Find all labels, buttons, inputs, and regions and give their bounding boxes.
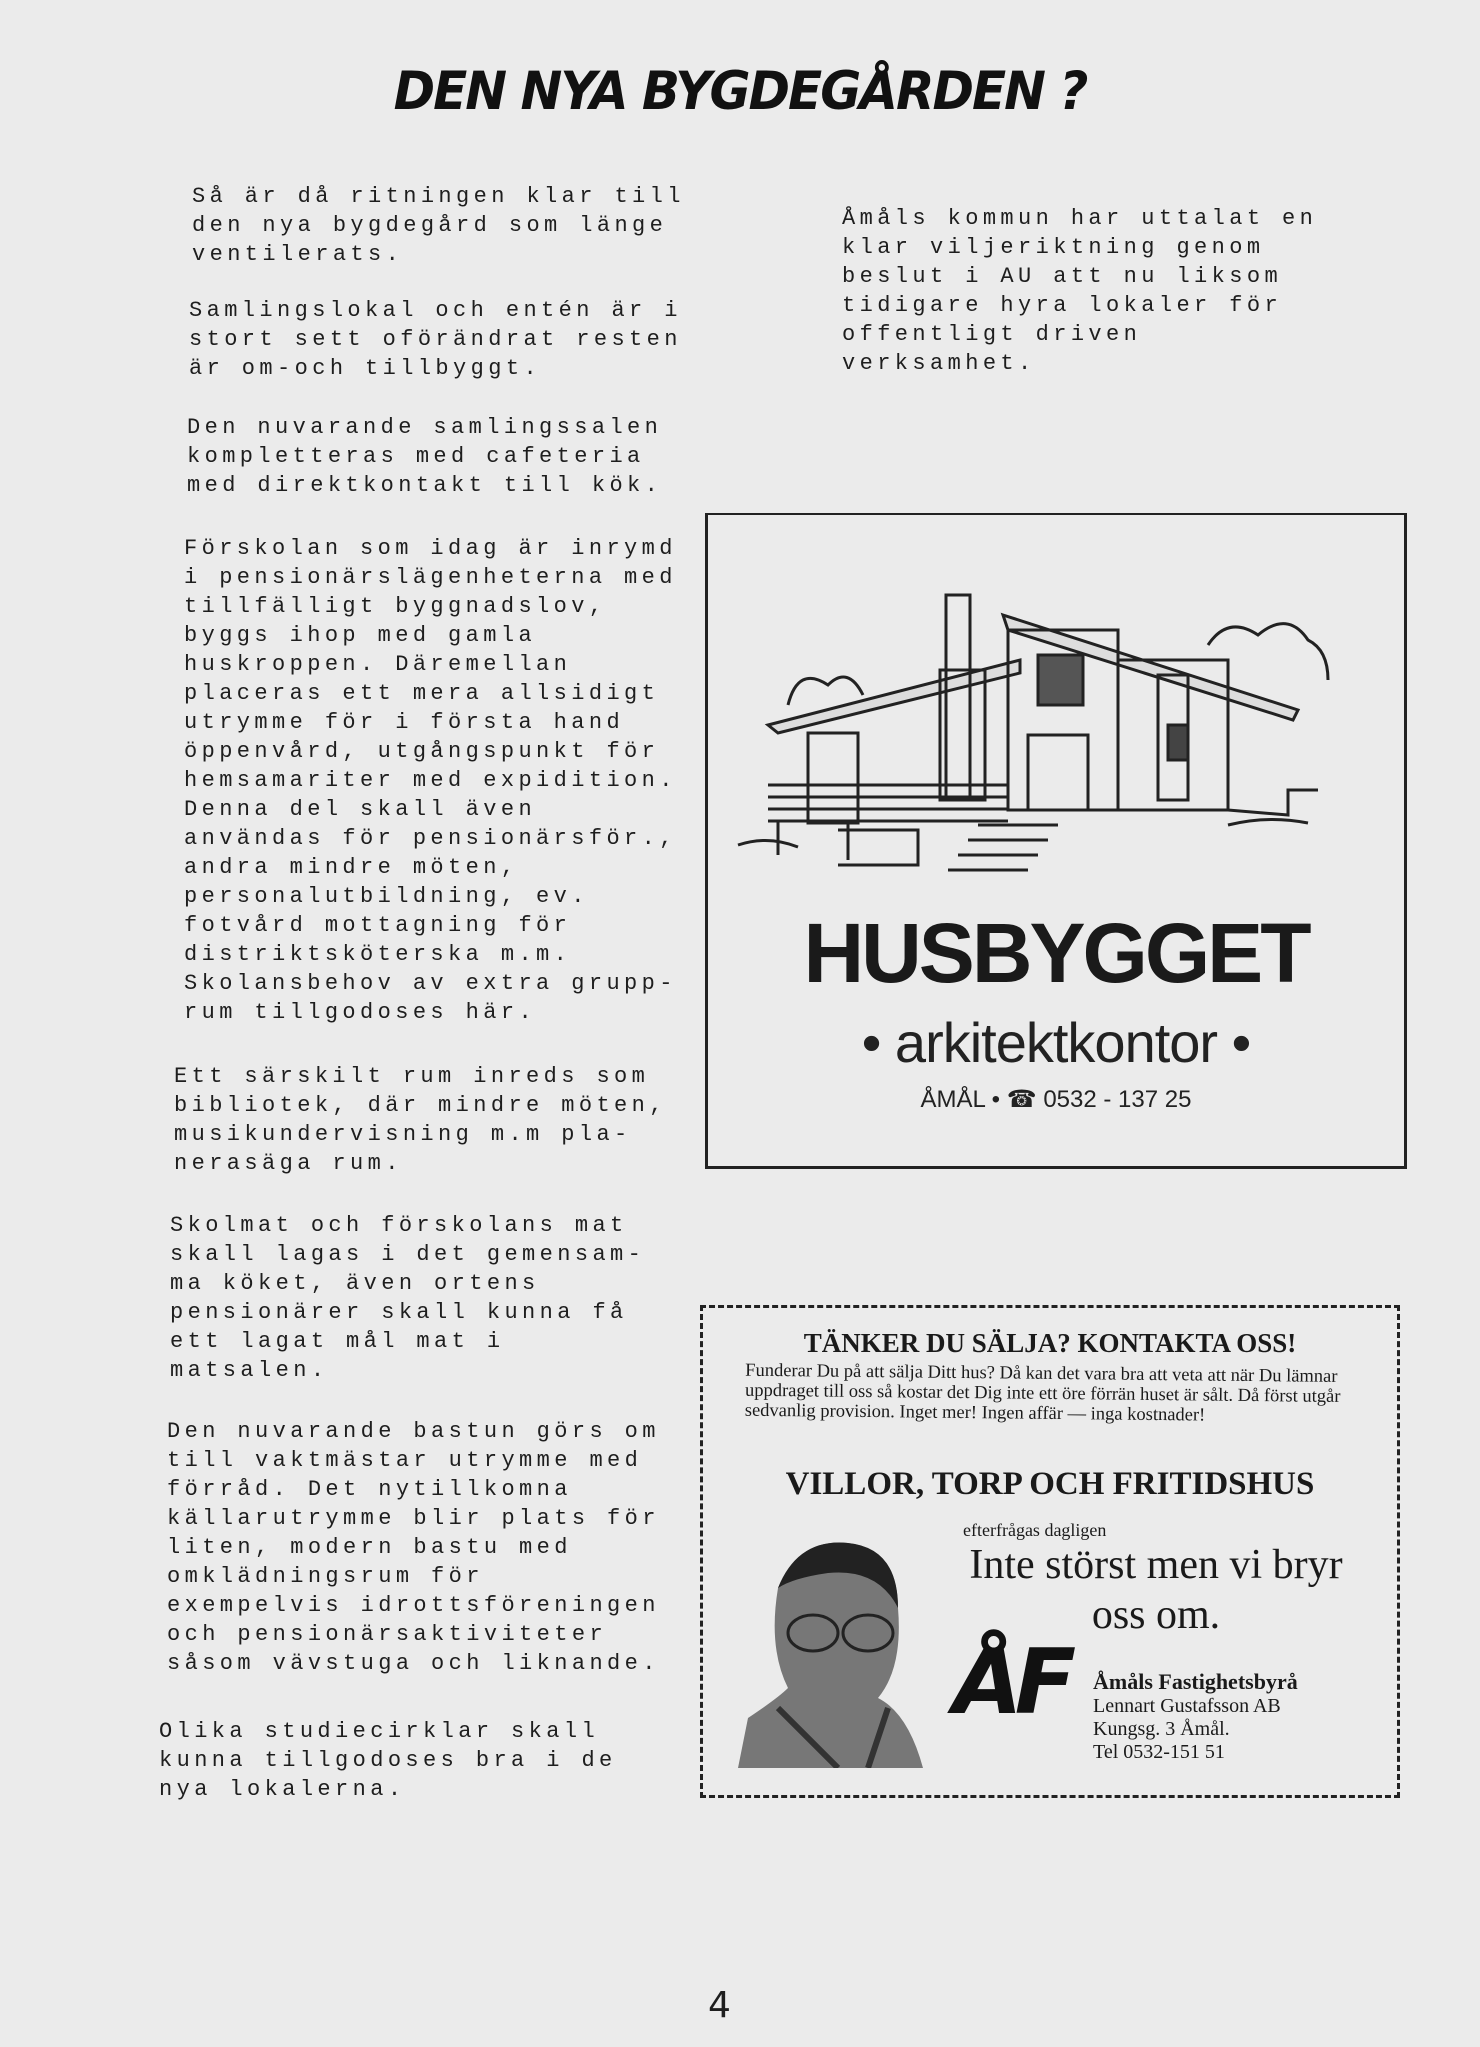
paragraph: Den nuvarande samlingssalen kompletteras med cafeteria med direktkontakt till kök. <box>187 415 663 498</box>
house-drawing-illustration <box>708 585 1410 885</box>
phone-icon: ☎ <box>1006 1086 1037 1113</box>
page-number: 4 <box>708 1985 731 2026</box>
paragraph: Förskolan som idag är inrymd i pensionärslägenheterna med tillfälligt byggnadslov, byggs ihop med gamla huskroppen. Däremellan placeras ett mera allsidigt utrymme för i första hand öppenvård, utgångspunkt för hemsamariter med expidition. Denna del skall även användas för pensionärsför., andra mindre möten, personalutbildning, ev. fotvård mottagning för distriktsköterska m.m. Skolansbehov av extra grupp- rum tillgodoses här. <box>184 536 677 1025</box>
ad-headline-2: VILLOR, TORP OCH FRITIDSHUS <box>785 1466 1315 1502</box>
husbygget-contact <box>708 1085 1404 1114</box>
ad-body: Funderar Du på att sälja Ditt hus? Då kan det vara bra att veta att när Du lämnar uppdraget till oss så kostar det Dig inte ett öre förrän huset är sålt. Då först utgår sedvanlig provision. Inget mer! Ingen affär — inga kostnader! <box>744 1360 1341 1426</box>
ad-headline: TÄNKER DU SÄLJA? KONTAKTA OSS! <box>803 1328 1297 1358</box>
fastighet-ad <box>700 1305 1400 1798</box>
husbygget-name: HUSBYGGET <box>803 906 1309 1000</box>
husbygget-subtitle: • arkitektkontor • <box>861 1011 1251 1074</box>
paragraph: Olika studiecirklar skall kunna tillgodoses bra i de nya lokalerna. <box>159 1719 617 1802</box>
ad-slogan: Inte störst men vi bryr oss om. <box>969 1542 1343 1638</box>
firm-phone: Tel 0532-151 51 <box>1093 1741 1225 1763</box>
portrait-photo <box>738 1538 928 1768</box>
paragraph: Ett särskilt rum inreds som bibliotek, där mindre möten, musikundervisning m.m pla- nerasäga rum. <box>174 1064 667 1176</box>
paragraph: Den nuvarande bastun görs om till vaktmästar utrymme med förråd. Det nytillkomna källarutrymme blir plats för liten, modern bastu med omklädningsrum för exempelvis idrottsföreningen och pensionärsaktiviteter såsom vävstuga och liknande. <box>167 1419 660 1676</box>
firm-owner: Lennart Gustafsson AB <box>1093 1695 1281 1717</box>
husbygget-phone: 0532 - 137 25 <box>1043 1086 1192 1113</box>
firm-address: Kungsg. 3 Åmål. <box>1093 1718 1230 1740</box>
husbygget-ad <box>705 513 1407 1169</box>
firm-name: Åmåls Fastighetsbyrå <box>1093 1669 1298 1694</box>
paragraph: Samlingslokal och entén är i stort sett oförändrat resten är om-och tillbyggt. <box>189 298 682 381</box>
paragraph: Så är då ritningen klar till den nya bygdegård som länge ventilerats. <box>192 184 685 267</box>
paragraph-right: Åmåls kommun har uttalat en klar viljeriktning genom beslut i AU att nu liksom tidigare hyra lokaler för offentligt driven verksamhet. <box>842 206 1318 376</box>
ad-firm-info <box>1093 1670 1298 1764</box>
af-logo: ÅF <box>953 1630 1069 1735</box>
husbygget-city: ÅMÅL • <box>920 1086 1001 1113</box>
page-title: DEN NYA BYGDEGÅRDEN ? <box>393 60 1087 122</box>
paragraph: Skolmat och förskolans mat skall lagas i det gemensam- ma köket, även ortens pensionärer skall kunna få ett lagat mål mat i matsalen. <box>170 1213 646 1383</box>
ad-small-text: efterfrågas dagligen <box>963 1520 1107 1540</box>
